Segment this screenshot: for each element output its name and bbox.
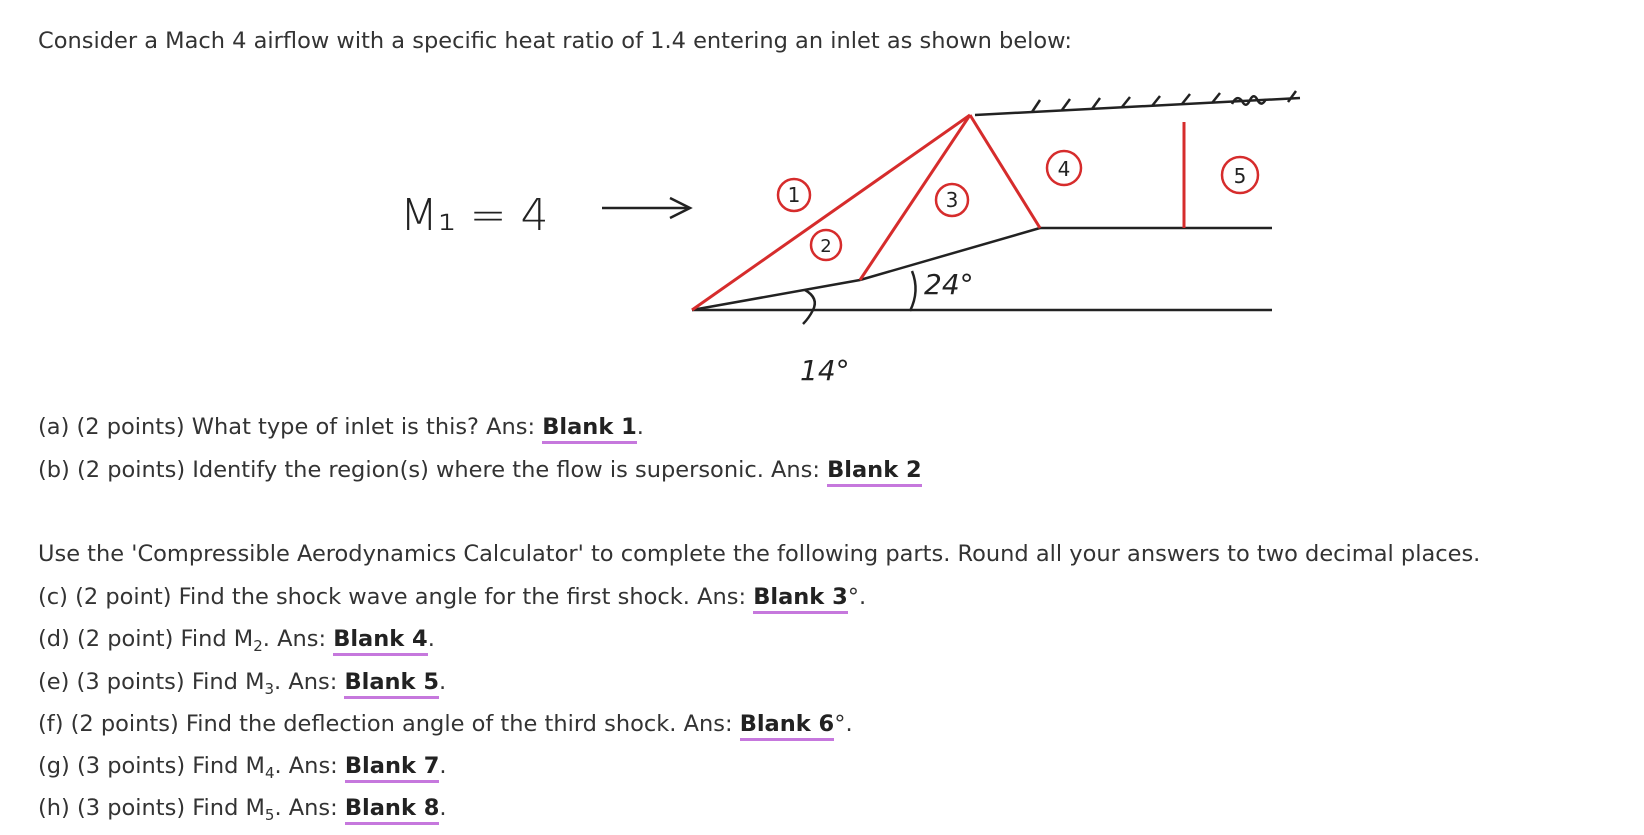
region-5-label: 5 bbox=[1233, 164, 1247, 188]
region-5-marker bbox=[1222, 157, 1258, 193]
blank-6-input[interactable]: Blank 6 bbox=[740, 711, 835, 741]
angle-arc-14 bbox=[803, 290, 815, 324]
region-3-label: 3 bbox=[945, 188, 959, 212]
intro-text: Consider a Mach 4 airflow with a specific heat ratio of 1.4 entering an inlet as shown below: bbox=[38, 28, 1072, 54]
blank-3-input[interactable]: Blank 3 bbox=[753, 584, 848, 614]
first-shock bbox=[692, 115, 970, 310]
region-1-label: 1 bbox=[787, 183, 801, 207]
region-4-label: 4 bbox=[1057, 157, 1071, 181]
question-h: (h) (3 points) Find $M_5$. Ans: Blank 8. bbox=[38, 795, 447, 824]
blank-2-input[interactable]: Blank 2 bbox=[827, 457, 922, 487]
question-d: (d) (2 point) Find $M_2$. Ans: Blank 4. bbox=[38, 626, 435, 655]
cowl-wall bbox=[975, 91, 1300, 115]
blank-1-input[interactable]: Blank 1 bbox=[542, 414, 637, 444]
question-b: (b) (2 points) Identify the region(s) where the flow is supersonic. Ans: Blank 2 bbox=[38, 455, 922, 485]
instructions-text: Use the 'Compressible Aerodynamics Calculator' to complete the following parts. Round all your answers to two decimal places. bbox=[38, 541, 1481, 567]
region-2-marker bbox=[811, 230, 841, 260]
ramp-surface bbox=[692, 228, 1272, 324]
question-g: (g) (3 points) Find $M_4$. Ans: Blank 7. bbox=[38, 753, 447, 782]
shock-waves bbox=[692, 115, 1184, 310]
angle-24-label: 24° bbox=[924, 268, 974, 301]
question-e: (e) (3 points) Find $M_3$. Ans: Blank 5. bbox=[38, 669, 447, 698]
second-shock bbox=[860, 115, 970, 280]
blank-5-input[interactable]: Blank 5 bbox=[344, 669, 439, 699]
question-f: (f) (2 points) Find the deflection angle of the third shock. Ans: Blank 6°. bbox=[38, 709, 853, 739]
blank-7-input[interactable]: Blank 7 bbox=[345, 753, 440, 783]
blank-8-input[interactable]: Blank 8 bbox=[345, 795, 440, 825]
third-shock bbox=[970, 115, 1040, 228]
question-a: (a) (2 points) What type of inlet is this? Ans: Blank 1. bbox=[38, 412, 644, 442]
region-3-marker bbox=[936, 184, 968, 216]
region-2-label: 2 bbox=[820, 236, 832, 257]
question-c: (c) (2 point) Find the shock wave angle for the first shock. Ans: Blank 3°. bbox=[38, 582, 866, 612]
region-4-marker bbox=[1047, 151, 1081, 185]
blank-4-input[interactable]: Blank 4 bbox=[333, 626, 428, 656]
mach-label: M₁ = 4 bbox=[400, 190, 549, 241]
angle-arc-24 bbox=[910, 271, 916, 311]
angle-14-label: 14° bbox=[800, 354, 850, 387]
flow-arrow-icon bbox=[602, 198, 690, 218]
region-1-marker bbox=[778, 179, 810, 211]
